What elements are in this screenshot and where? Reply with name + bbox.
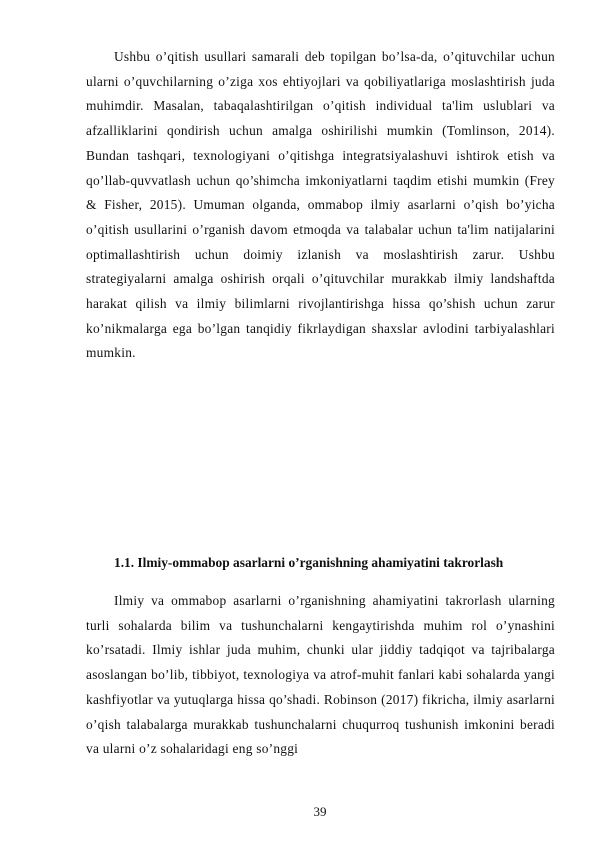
section-heading: 1.1. Ilmiy-ommabop asarlarni o’rganishning ahamiyatini takrorlash bbox=[114, 555, 504, 570]
body-paragraph: Ilmiy va ommabop asarlarni o’rganishning ahamiyatini takrorlash ularning turli sohalarda bilim va tushunchalarni kengaytirishda muhim rol o’ynashini ko’rsatadi. Ilmiy ishlar juda muhim, chunki ular jiddiy tadqiqot va tajribalarga asoslangan bo’lib, tibbiyot, texnologiya va atrof-muhit fanlari kabi sohalarda yangi kashfiyotlar va yutuqlarga hissa qo’shadi. Robinson (2017) fikricha, ilmiy asarlarni o’qish talabalarga murakkab tushunchalarni chuqurroq tushunish imkonini beradi va ularni o’z sohalaridagi eng so’nggi bbox=[86, 593, 555, 757]
page-number: 39 bbox=[313, 804, 327, 819]
body-paragraph: Ushbu o’qitish usullari samarali deb topilgan bo’lsa-da, o’qituvchilar uchun ularni o’quvchilarning o’ziga xos ehtiyojlari va qobiliyatlariga moslashtirish juda muhimdir. Masalan, tabaqalashtirilgan o’qitish individual ta'lim uslublari va afzalliklarini qondirish uchun amalga oshirilishi mumkin (Tomlinson, 2014). Bundan tashqari, texnologiyani o’qitishga integratsiyalashuvi ishtirok etish va qo’llab-quvvatlash uchun qo’shimcha imkoniyatlarni taqdim etishi mumkin (Frey & Fisher, 2015). Umuman olganda, ommabop ilmiy asarlarni o’qish bo’yicha o’qitish usullarini o’rganish davom etmoqda va talabalar uchun ta'lim natijalarini optimallashtirish uchun doimiy izlanish va moslashtirish zarur. Ushbu strategiyalarni amalga oshirish orqali o’qituvchilar murakkab ilmiy landshaftda harakat qilish va ilmiy bilimlarni rivojlantirishga hissa qo’shish uchun zarur ko’nikmalarga ega bo’lgan tanqidiy fikrlaydigan shaxslar avlodini tarbiyalashlari mumkin. bbox=[86, 49, 555, 361]
